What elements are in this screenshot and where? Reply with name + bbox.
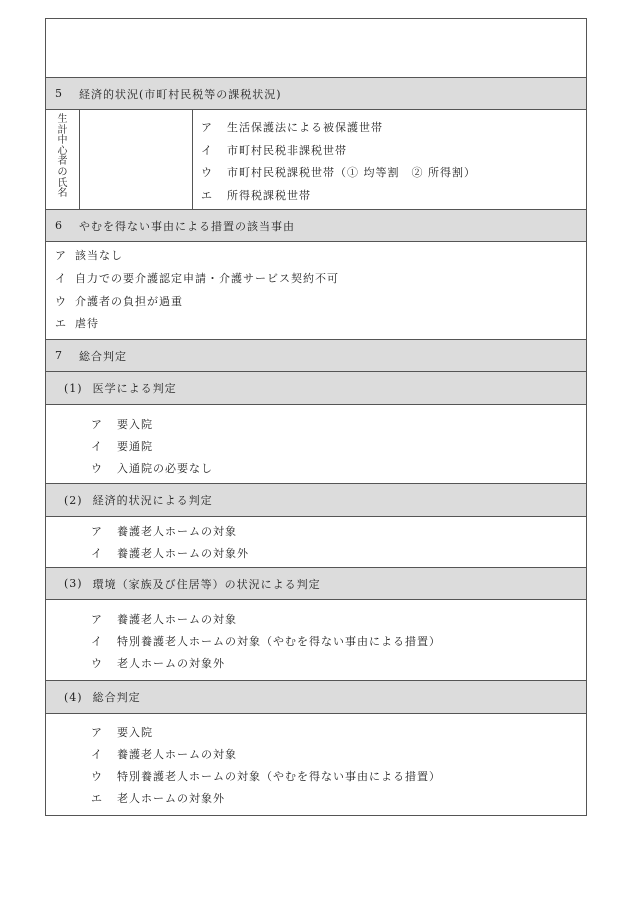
option-text: 市町村民税非課税世帯 bbox=[227, 143, 347, 157]
option-mark: エ bbox=[201, 188, 213, 202]
section6-header bbox=[46, 210, 586, 242]
section7-sub4-header bbox=[46, 681, 586, 714]
section6-options bbox=[46, 242, 586, 340]
option-mark: ウ bbox=[91, 657, 103, 670]
section5-header bbox=[46, 78, 586, 110]
sub3-title: 環境（家族及び住居等）の状況による判定 bbox=[92, 577, 321, 591]
option-mark: ア bbox=[91, 613, 103, 626]
option-item[interactable] bbox=[91, 521, 586, 543]
option-text: 介護者の負担が過重 bbox=[75, 294, 183, 308]
option-text: 所得税課税世帯 bbox=[227, 188, 311, 202]
option-mark: ア bbox=[91, 418, 103, 431]
label-char: 名 bbox=[57, 188, 68, 200]
option-mark: ウ bbox=[55, 294, 67, 308]
option-item[interactable] bbox=[201, 117, 586, 140]
section6-title: やむを得ない事由による措置の該当事由 bbox=[79, 219, 295, 233]
sub2-number: (2) bbox=[64, 493, 83, 507]
label-char: 計 bbox=[57, 124, 68, 136]
section6-number: 6 bbox=[55, 219, 63, 232]
option-text: 特別養護老人ホームの対象（やむを得ない事由による措置） bbox=[117, 635, 441, 648]
option-mark: ウ bbox=[91, 462, 103, 475]
option-item[interactable] bbox=[91, 458, 586, 480]
option-mark: エ bbox=[55, 317, 67, 331]
sub3-number: (3) bbox=[64, 577, 83, 590]
section5-number: 5 bbox=[55, 87, 63, 100]
option-text: 該当なし bbox=[75, 249, 123, 262]
section7-sub1-header bbox=[46, 372, 586, 405]
option-text: 市町村民税課税世帯（① 均等割 ② 所得割） bbox=[227, 166, 476, 179]
sub1-number: (1) bbox=[64, 381, 83, 395]
option-item[interactable] bbox=[91, 609, 586, 631]
option-item[interactable] bbox=[201, 140, 586, 163]
option-item[interactable] bbox=[91, 414, 586, 436]
option-text: 特別養護老人ホームの対象（やむを得ない事由による措置） bbox=[117, 770, 441, 783]
option-text: 要入院 bbox=[117, 418, 153, 431]
sub2-options bbox=[46, 517, 586, 568]
option-item[interactable] bbox=[91, 653, 586, 675]
option-item[interactable] bbox=[201, 162, 586, 185]
section7-sub3-header bbox=[46, 568, 586, 600]
section7-number: 7 bbox=[55, 349, 63, 362]
option-mark: ウ bbox=[91, 770, 103, 783]
option-mark: イ bbox=[91, 440, 103, 453]
option-text: 養護老人ホームの対象 bbox=[117, 525, 237, 538]
sub2-title: 経済的状況による判定 bbox=[92, 494, 213, 507]
section5-options bbox=[193, 110, 586, 209]
option-item[interactable] bbox=[91, 744, 586, 766]
section7-header bbox=[46, 340, 586, 372]
option-item[interactable] bbox=[91, 722, 586, 744]
household-head-name-label bbox=[46, 110, 80, 209]
option-mark: ア bbox=[91, 525, 103, 538]
sub3-options bbox=[46, 600, 586, 681]
label-char: 中 bbox=[57, 135, 68, 147]
sub1-title: 医学による判定 bbox=[92, 382, 177, 395]
option-mark: ア bbox=[201, 121, 213, 134]
option-text: 老人ホームの対象外 bbox=[117, 657, 225, 670]
option-mark: エ bbox=[91, 792, 103, 805]
option-text: 養護老人ホームの対象 bbox=[117, 748, 237, 761]
option-item[interactable] bbox=[91, 631, 586, 653]
option-text: 入通院の必要なし bbox=[117, 462, 213, 475]
section5-title: 経済的状況(市町村民税等の課税状況) bbox=[79, 87, 282, 101]
option-text: 養護老人ホームの対象外 bbox=[117, 547, 249, 560]
option-text: 生活保護法による被保護世帯 bbox=[227, 121, 383, 134]
label-char: 生 bbox=[57, 114, 68, 125]
option-text: 養護老人ホームの対象 bbox=[117, 613, 237, 626]
assessment-form bbox=[45, 18, 587, 816]
label-char: 心 bbox=[57, 145, 68, 157]
option-item[interactable] bbox=[91, 788, 586, 810]
option-item[interactable] bbox=[55, 313, 586, 336]
option-text: 要入院 bbox=[117, 726, 153, 739]
option-text: 老人ホームの対象外 bbox=[117, 792, 225, 805]
sub4-options bbox=[46, 714, 586, 815]
option-mark: イ bbox=[91, 635, 103, 648]
sub4-number: (4) bbox=[64, 690, 83, 704]
option-text: 虐待 bbox=[75, 317, 99, 331]
section5-tax-row bbox=[46, 110, 586, 210]
label-char: の bbox=[57, 166, 68, 178]
option-item[interactable] bbox=[55, 291, 586, 314]
option-item[interactable] bbox=[91, 766, 586, 788]
previous-section-blank-area bbox=[46, 19, 586, 78]
option-item[interactable] bbox=[91, 543, 586, 565]
household-head-name-field[interactable] bbox=[80, 110, 193, 209]
option-mark: ア bbox=[55, 249, 67, 262]
option-text: 自力での要介護認定申請・介護サービス契約不可 bbox=[75, 271, 339, 285]
label-char: 氏 bbox=[57, 177, 68, 189]
option-item[interactable] bbox=[55, 245, 586, 268]
sub1-options bbox=[46, 405, 586, 484]
option-text: 要通院 bbox=[117, 440, 153, 453]
option-item[interactable] bbox=[91, 436, 586, 458]
sub4-title: 総合判定 bbox=[92, 691, 141, 704]
option-mark: イ bbox=[55, 271, 67, 285]
section7-title: 総合判定 bbox=[79, 349, 127, 363]
section7-sub2-header bbox=[46, 484, 586, 517]
option-item[interactable] bbox=[201, 185, 586, 208]
option-mark: イ bbox=[201, 143, 213, 157]
option-mark: ア bbox=[91, 726, 103, 739]
option-mark: イ bbox=[91, 547, 103, 560]
label-char: 者 bbox=[57, 156, 68, 168]
option-mark: ウ bbox=[201, 166, 213, 179]
option-mark: イ bbox=[91, 748, 103, 761]
option-item[interactable] bbox=[55, 268, 586, 291]
